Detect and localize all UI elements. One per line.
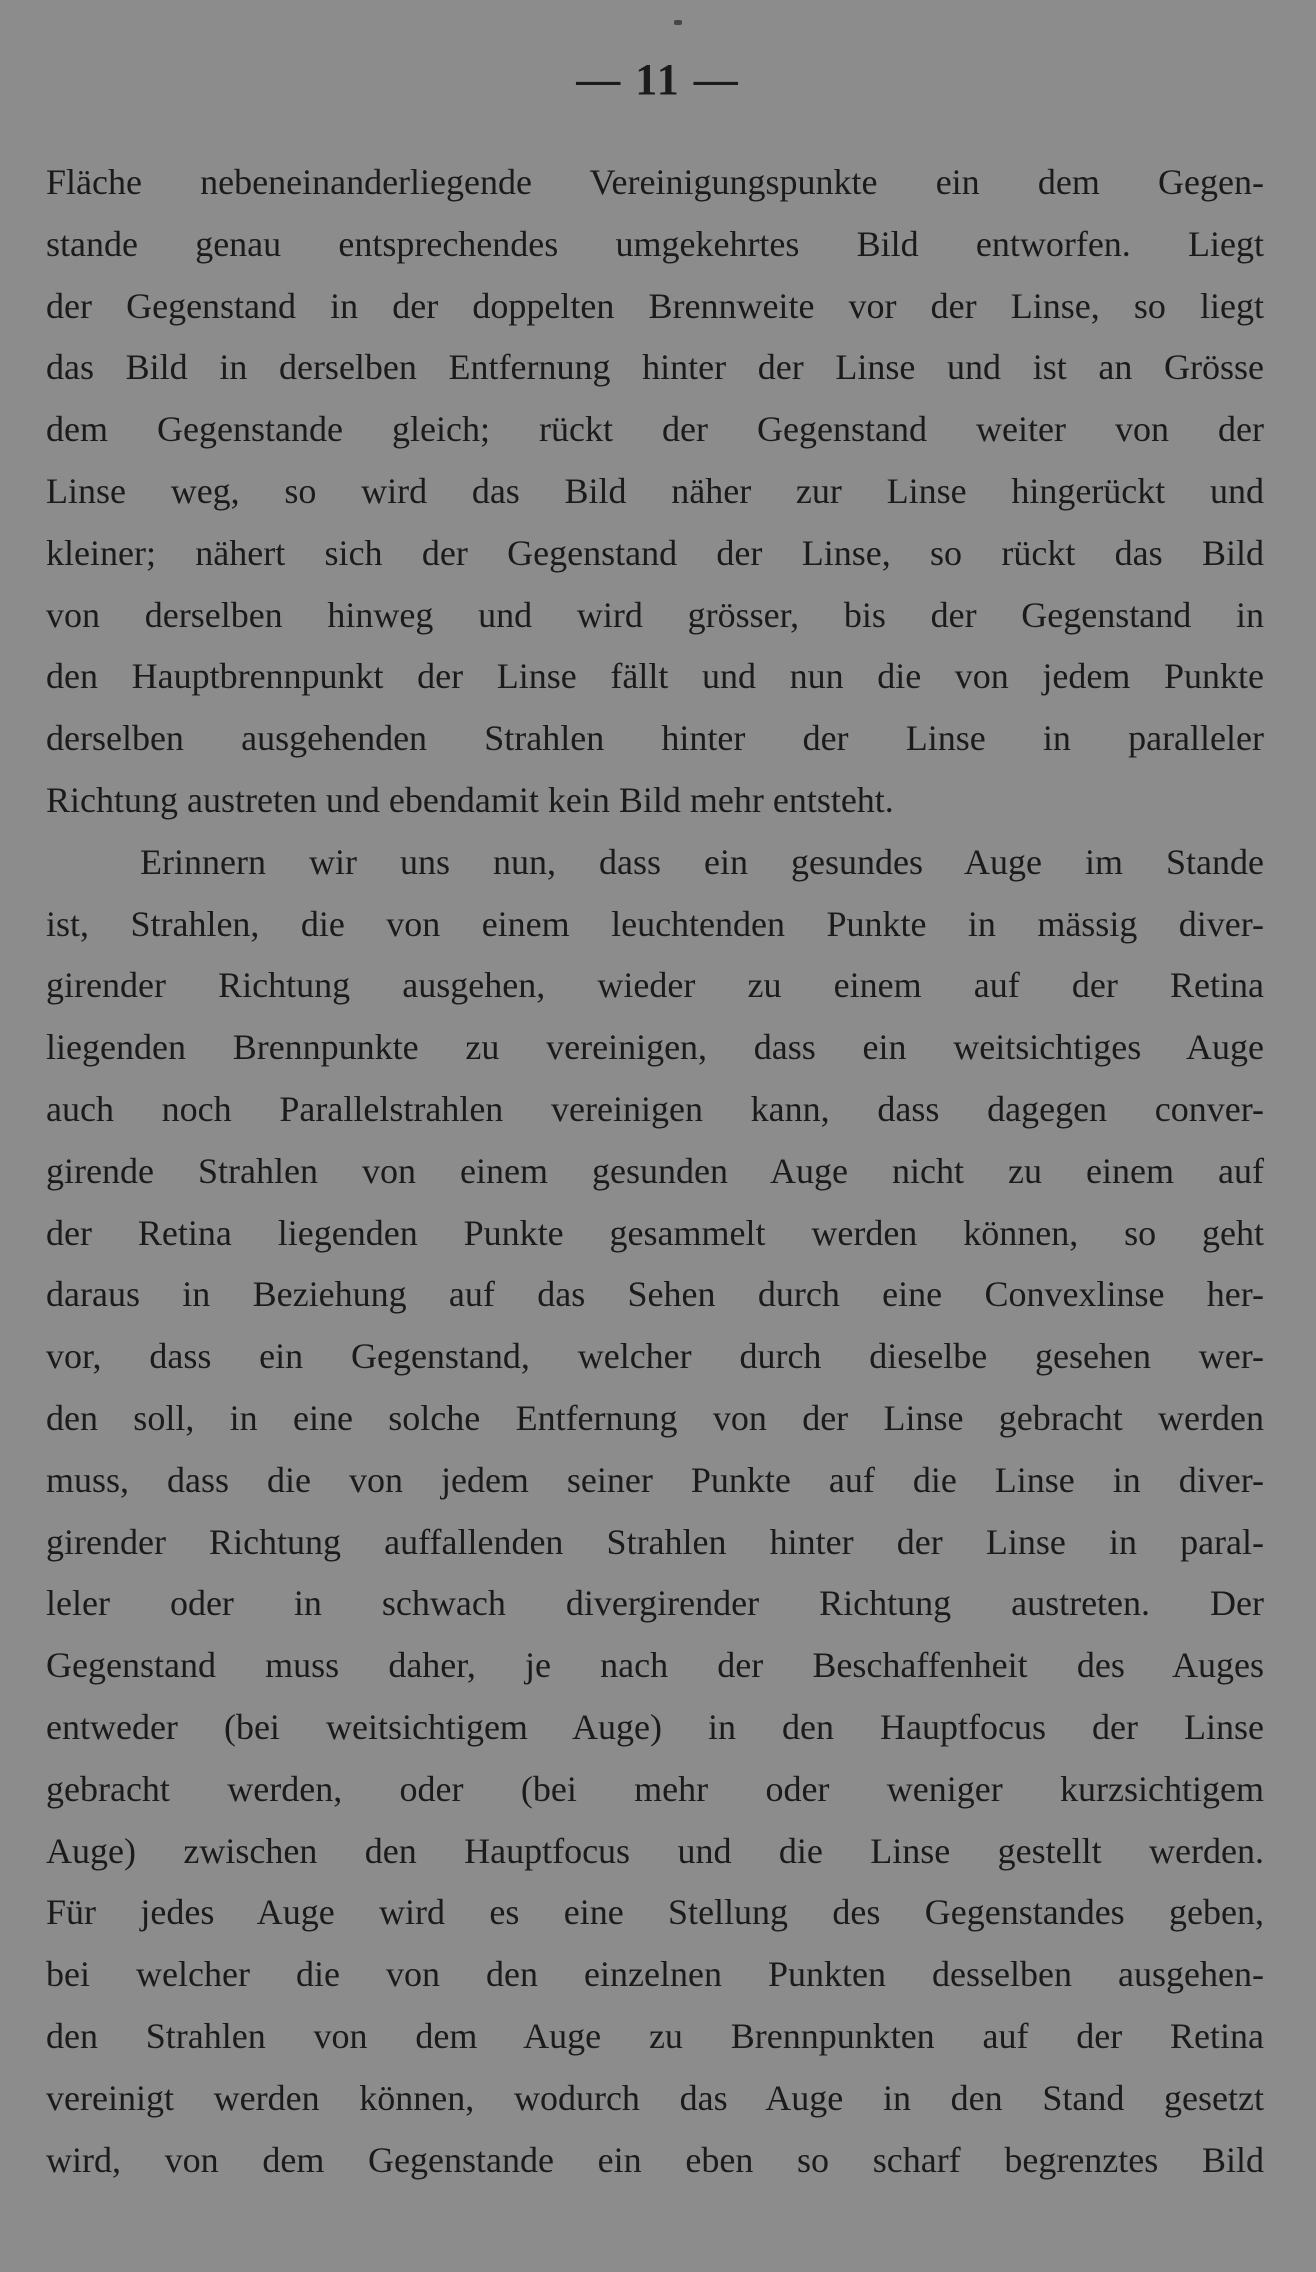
text-line: auch noch Parallelstrahlen vereinigen kann, dass dagegen conver- xyxy=(46,1088,1264,1129)
text-line: Richtung austreten und ebendamit kein Bild mehr entsteht. xyxy=(46,779,894,820)
text-line: leler oder in schwach divergirender Richtung austreten. Der xyxy=(46,1583,1264,1624)
text-line: gebracht werden, oder (bei mehr oder weniger kurzsichtigem xyxy=(46,1768,1264,1809)
text-line: girender Richtung ausgehen, wieder zu einem auf der Retina xyxy=(46,965,1264,1006)
text-line: Linse weg, so wird das Bild näher zur Linse hingerückt und xyxy=(46,470,1264,511)
text-line: kleiner; nähert sich der Gegenstand der Linse, so rückt das Bild xyxy=(46,532,1264,573)
text-line: vereinigt werden können, wodurch das Auge in den Stand gesetzt xyxy=(46,2077,1264,2118)
text-line: das Bild in derselben Entfernung hinter der Linse und ist an Grösse xyxy=(46,347,1264,388)
page-number: — 11 — xyxy=(576,55,740,104)
text-line: daraus in Beziehung auf das Sehen durch eine Convexlinse her- xyxy=(46,1274,1264,1315)
text-line: derselben ausgehenden Strahlen hinter der Linse in paralleler xyxy=(46,718,1264,759)
text-line: der Retina liegenden Punkte gesammelt werden können, so geht xyxy=(46,1212,1264,1253)
text-line: vor, dass ein Gegenstand, welcher durch dieselbe gesehen wer- xyxy=(46,1336,1264,1377)
text-line: Für jedes Auge wird es eine Stellung des Gegenstandes geben, xyxy=(46,1892,1264,1933)
text-line: muss, dass die von jedem seiner Punkte auf die Linse in diver- xyxy=(46,1459,1264,1500)
text-line: girender Richtung auffallenden Strahlen hinter der Linse in paral- xyxy=(46,1521,1264,1562)
text-line: Erinnern wir uns nun, dass ein gesundes Auge im Stande xyxy=(140,841,1264,882)
text-line: ist, Strahlen, die von einem leuchtenden Punkte in mässig diver- xyxy=(46,903,1264,944)
text-line: der Gegenstand in der doppelten Brennweite vor der Linse, so liegt xyxy=(46,285,1264,326)
text-line: den Hauptbrennpunkt der Linse fällt und nun die von jedem Punkte xyxy=(46,656,1264,697)
text-line: dem Gegenstande gleich; rückt der Gegenstand weiter von der xyxy=(46,409,1264,450)
text-line: von derselben hinweg und wird grösser, bis der Gegenstand in xyxy=(46,594,1264,635)
text-line: wird, von dem Gegenstande ein eben so scharf begrenztes Bild xyxy=(46,2139,1264,2180)
text-line: entweder (bei weitsichtigem Auge) in den Hauptfocus der Linse xyxy=(46,1706,1264,1747)
text-line: Fläche nebeneinanderliegende Vereinigungspunkte ein dem Gegen- xyxy=(46,162,1264,202)
body-text xyxy=(46,152,1264,2191)
text-line: Auge) zwischen den Hauptfocus und die Linse gestellt werden. xyxy=(46,1830,1264,1871)
text-line: stande genau entsprechendes umgekehrtes Bild entworfen. Liegt xyxy=(46,223,1264,264)
text-line: Gegenstand muss daher, je nach der Beschaffenheit des Auges xyxy=(46,1645,1264,1686)
text-line: girende Strahlen von einem gesunden Auge nicht zu einem auf xyxy=(46,1150,1264,1191)
text-line: den soll, in eine solche Entfernung von der Linse gebracht werden xyxy=(46,1397,1264,1438)
text-line: den Strahlen von dem Auge zu Brennpunkten auf der Retina xyxy=(46,2015,1264,2056)
text-line: bei welcher die von den einzelnen Punkten desselben ausgehen- xyxy=(46,1954,1264,1995)
print-speck xyxy=(674,20,682,25)
text-line: liegenden Brennpunkte zu vereinigen, dass ein weitsichtiges Auge xyxy=(46,1027,1264,1068)
